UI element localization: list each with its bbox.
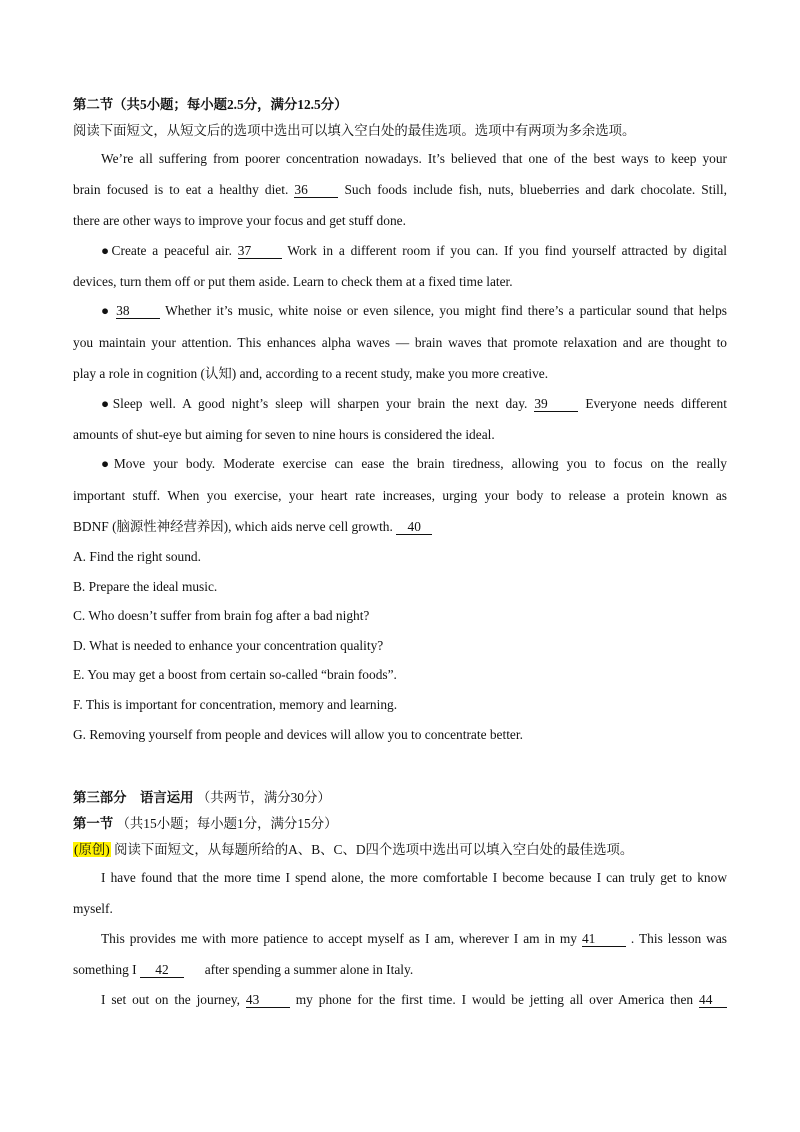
passage-line: important stuff. When you exercise, your heart rate increases, urging your body to release a protein known as bbox=[73, 488, 727, 503]
blank-37[interactable]: 37 bbox=[238, 243, 282, 259]
passage-line bbox=[101, 991, 727, 1009]
blank-44[interactable]: 44 bbox=[699, 992, 727, 1008]
passage-text: This provides me with more patience to accept myself as I am, wherever I am in my bbox=[101, 931, 577, 946]
passage-text: ●Sleep well. A good night’s sleep will sharpen your brain the next day. bbox=[101, 396, 528, 411]
section-subtitle: （共15小题；每小题1分，满分15分） bbox=[116, 816, 338, 831]
part-subtitle: （共两节，满分30分） bbox=[196, 790, 331, 805]
option-g: G. Removing yourself from people and devices will allow you to concentrate better. bbox=[73, 727, 523, 742]
passage-line bbox=[101, 302, 727, 320]
passage-line: We’re all suffering from poorer concentration nowadays. It’s believed that one of the best ways to keep your bbox=[101, 151, 727, 166]
bullet-icon: ● bbox=[101, 303, 111, 318]
passage-line: amounts of shut-eye but aiming for seven to nine hours is considered the ideal. bbox=[73, 427, 495, 442]
passage-text: my phone for the first time. I would be jetting all over America then bbox=[295, 992, 694, 1007]
blank-42[interactable]: 42 bbox=[140, 962, 184, 978]
section-instruction bbox=[73, 841, 727, 859]
blank-36[interactable]: 36 bbox=[294, 182, 338, 198]
section-heading bbox=[73, 815, 727, 833]
passage-line: myself. bbox=[73, 901, 113, 916]
blank-43[interactable]: 43 bbox=[246, 992, 290, 1008]
section-title: 第一节 bbox=[73, 816, 114, 831]
passage-line: you maintain your attention. This enhances alpha waves — brain waves that promote relaxation and are thought to bbox=[73, 335, 727, 350]
passage-line: there are other ways to improve your focus and get stuff done. bbox=[73, 213, 406, 228]
passage-line bbox=[73, 518, 727, 536]
blank-39[interactable]: 39 bbox=[534, 396, 578, 412]
passage-text: . This lesson was bbox=[630, 931, 727, 946]
passage-line bbox=[101, 242, 727, 260]
blank-41[interactable]: 41 bbox=[582, 931, 626, 947]
option-c: C. Who doesn’t suffer from brain fog after a bad night? bbox=[73, 608, 370, 623]
passage-text: Everyone needs different bbox=[585, 396, 727, 411]
part-title: 第三部分 语言运用 bbox=[73, 790, 194, 805]
passage-line: ●Move your body. Moderate exercise can ease the brain tiredness, allowing you to focus on the really bbox=[101, 456, 727, 471]
passage-text: after spending a summer alone in Italy. bbox=[204, 962, 414, 977]
passage-line bbox=[73, 961, 727, 979]
option-e: E. You may get a boost from certain so-called “brain foods”. bbox=[73, 667, 397, 682]
section-instruction: 阅读下面短文，从短文后的选项中选出可以填入空白处的最佳选项。选项中有两项为多余选项。 bbox=[73, 123, 636, 138]
passage-text: BDNF (脑源性神经营养因), which aids nerve cell growth. bbox=[73, 519, 393, 534]
option-a: A. Find the right sound. bbox=[73, 549, 201, 564]
passage-text: Work in a different room if you can. If you find yourself attracted by digital bbox=[287, 243, 728, 258]
passage-line: I have found that the more time I spend alone, the more comfortable I become because I can truly get to know bbox=[101, 870, 727, 885]
blank-40[interactable]: 40 bbox=[396, 519, 432, 535]
blank-38[interactable]: 38 bbox=[116, 303, 160, 319]
passage-text: ●Create a peaceful air. bbox=[101, 243, 232, 258]
passage-text: brain focused is to eat a healthy diet. bbox=[73, 182, 289, 197]
instruction-text: 阅读下面短文，从每题所给的A、B、C、D四个选项中选出可以填入空白处的最佳选项。 bbox=[114, 842, 634, 857]
option-d: D. What is needed to enhance your concentration quality? bbox=[73, 638, 384, 653]
passage-line bbox=[101, 930, 727, 948]
option-f: F. This is important for concentration, memory and learning. bbox=[73, 697, 398, 712]
passage-text: something I bbox=[73, 962, 137, 977]
section-heading: 第二节（共5小题；每小题2.5分，满分12.5分） bbox=[73, 97, 348, 112]
passage-line: play a role in cognition (认知) and, according to a recent study, make you more creative. bbox=[73, 366, 549, 381]
passage-line bbox=[101, 395, 727, 413]
passage-line: devices, turn them off or put them aside. Learn to check them at a fixed time later. bbox=[73, 274, 513, 289]
option-b: B. Prepare the ideal music. bbox=[73, 579, 218, 594]
passage-text: I set out on the journey, bbox=[101, 992, 240, 1007]
original-tag: (原创) bbox=[74, 842, 110, 857]
passage-text: Such foods include fish, nuts, blueberries and dark chocolate. Still, bbox=[344, 182, 727, 197]
passage-text: Whether it’s music, white noise or even silence, you might find there’s a particular sound that helps bbox=[165, 303, 727, 318]
passage-line bbox=[73, 181, 727, 199]
part-heading bbox=[73, 789, 727, 807]
